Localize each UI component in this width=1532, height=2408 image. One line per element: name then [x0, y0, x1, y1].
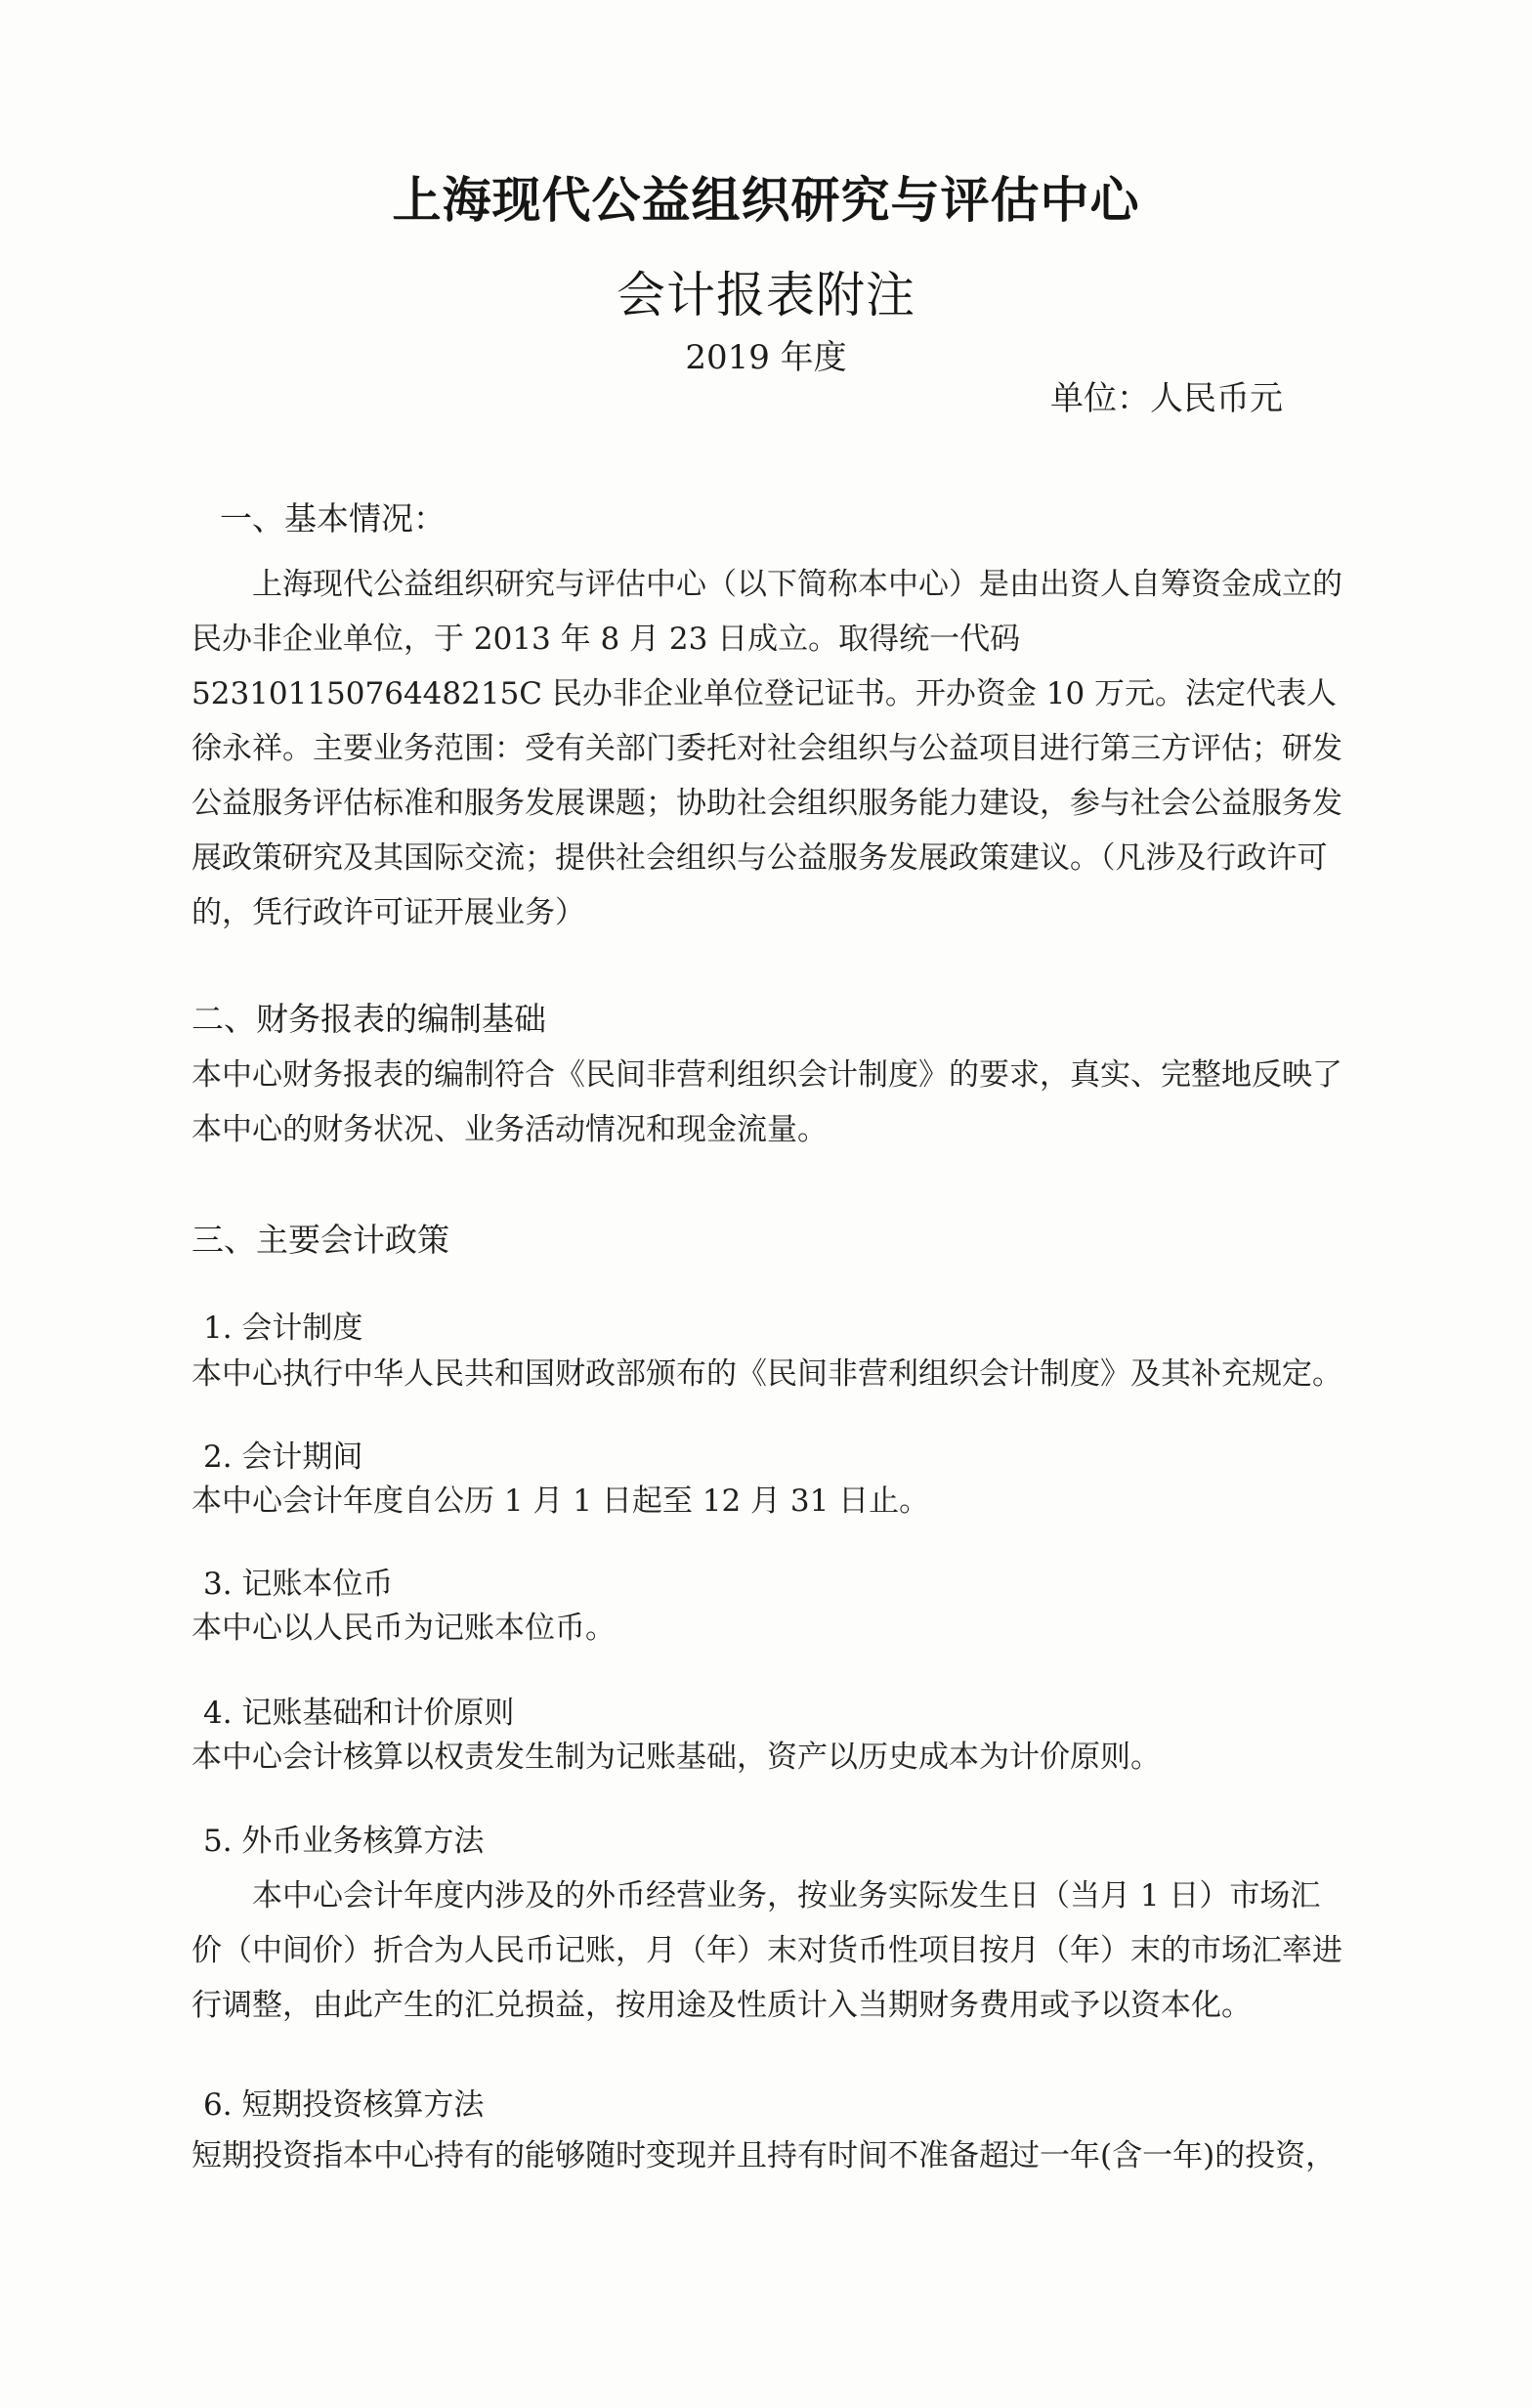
document-title: 上海现代公益组织研究与评估中心	[392, 171, 1140, 229]
policy-heading-1: 1. 会计制度	[203, 1311, 363, 1346]
section-body-basic: 上海现代公益组织研究与评估中心（以下简称本中心）是由出资人自筹资金成立的民办非企业单位，于 2013 年 8 月 23 日成立。取得统一代码 52310115076448215C 民办非企业单位登记证书。开办资金 10 万元。法定代表人徐永祥。主要业务范围：受有关部门委托对社会组织与公益项目进行第三方评估；研发公益服务评估标准和服务发展课题；协助社会组织服务能力建设，参与社会公益服务发展政策研究及其国际交流；提供社会组织与公益服务发展政策建议。（凡涉及行政许可的，凭行政许可证开展业务）	[192, 567, 1342, 930]
policy-heading-4: 4. 记账基础和计价原则	[203, 1696, 515, 1731]
policy-heading-3: 3. 记账本位币	[203, 1567, 394, 1602]
section-body-basis: 本中心财务报表的编制符合《民间非营利组织会计制度》的要求，真实、完整地反映了本中心的财务状况、业务活动情况和现金流量。	[192, 1057, 1342, 1147]
section-heading-basis: 二、财务报表的编制基础	[192, 1000, 546, 1038]
policy-body-6: 短期投资指本中心持有的能够随时变现并且持有时间不准备超过一年(含一年)的投资，	[192, 2138, 1337, 2173]
policy-body-3: 本中心以人民币为记账本位币。	[192, 1611, 616, 1646]
section-heading-basic: 一、基本情况：	[220, 499, 446, 538]
policy-heading-2: 2. 会计期间	[203, 1440, 363, 1475]
policy-heading-6: 6. 短期投资核算方法	[203, 2087, 485, 2123]
currency-unit: 单位：人民币元	[1050, 379, 1283, 418]
policy-body-5: 本中心会计年度内涉及的外币经营业务，按业务实际发生日（当月 1 日）市场汇价（中间价）折合为人民币记账，月（年）末对货币性项目按月（年）末的市场汇率进行调整，由此产生的汇兑损益，按用途及性质计入当期财务费用或予以资本化。	[192, 1878, 1342, 2023]
document-subtitle: 会计报表附注	[617, 267, 915, 323]
policy-heading-5: 5. 外币业务核算方法	[203, 1824, 485, 1859]
policy-body-4: 本中心会计核算以权责发生制为记账基础，资产以历史成本为计价原则。	[192, 1740, 1161, 1775]
policy-body-2: 本中心会计年度自公历 1 月 1 日起至 12 月 31 日止。	[192, 1484, 930, 1519]
section-heading-policies: 三、主要会计政策	[192, 1221, 449, 1259]
fiscal-year: 2019 年度	[685, 338, 847, 377]
policy-body-1: 本中心执行中华人民共和国财政部颁布的《民间非营利组织会计制度》及其补充规定。	[192, 1356, 1342, 1392]
